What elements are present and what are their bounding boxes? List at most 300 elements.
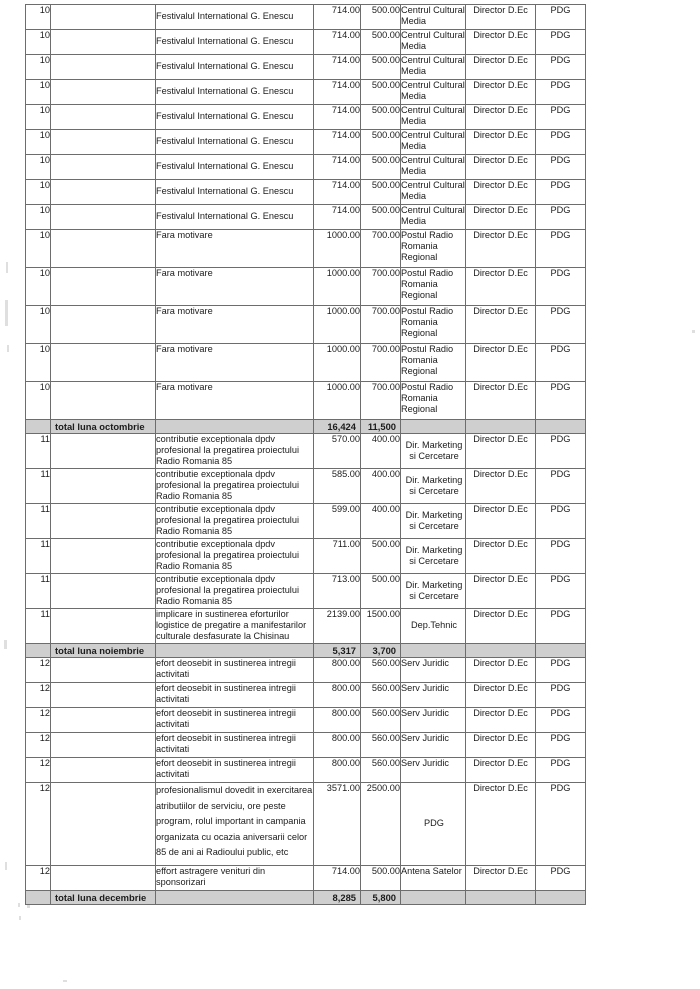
justification-line: Radio Romania 85 [156, 561, 233, 572]
department-line: Dir. Marketing [405, 579, 463, 590]
table-row [26, 609, 586, 644]
department-line: Media [401, 41, 427, 52]
total-dept-cell [401, 420, 466, 434]
justification-line: effort astragere venituri din [156, 866, 266, 876]
row-gross-amount: 570.00 [314, 434, 361, 469]
justification-line: profesional la pregatirea proiectului [156, 585, 300, 596]
row-pdg-approval: PDG [536, 434, 586, 469]
row-gross-amount: 800.00 [314, 758, 361, 783]
justification-line: logistice de pregatire a manifestarilor [156, 620, 307, 631]
row-blank-cell [51, 205, 156, 230]
justification-line: Festivalul International G. Enescu [156, 36, 294, 47]
row-department [401, 683, 466, 708]
row-gross-amount: 714.00 [314, 105, 361, 130]
justification-line: profesional la pregatirea proiectului [156, 445, 300, 456]
row-net-amount: 500.00 [361, 80, 401, 105]
row-blank-cell [51, 609, 156, 644]
row-justification-text [156, 609, 314, 644]
department-line: Media [401, 91, 427, 102]
department-line: Postul Radio [401, 230, 454, 240]
row-gross-amount: 800.00 [314, 733, 361, 758]
row-department [401, 382, 466, 420]
row-department [401, 574, 466, 609]
row-blank-cell [51, 382, 156, 420]
row-net-amount: 560.00 [361, 683, 401, 708]
justification-line: program, rolul important in campania [156, 816, 306, 827]
row-blank-cell [51, 344, 156, 382]
row-pdg-approval: PDG [536, 155, 586, 180]
justification-line: contributie exceptionala dpdv [156, 504, 276, 514]
row-approver: Director D.Ec [466, 130, 536, 155]
table-row [26, 539, 586, 574]
table-row [26, 5, 586, 30]
department-line: Media [401, 216, 427, 227]
justification-line: Festivalul International G. Enescu [156, 86, 294, 97]
justification-line: atributiilor de serviciu, ore peste [156, 800, 286, 811]
row-net-amount: 500.00 [361, 205, 401, 230]
justification-line: activitati [156, 694, 190, 705]
row-department [401, 306, 466, 344]
row-pdg-approval: PDG [536, 658, 586, 683]
row-gross-amount: 1000.00 [314, 306, 361, 344]
table-row [26, 180, 586, 205]
row-net-amount: 500.00 [361, 866, 401, 891]
row-department [401, 230, 466, 268]
justification-line: efort deosebit in sustinerea intregii [156, 708, 296, 718]
row-blank-cell [51, 708, 156, 733]
department-line: Media [401, 166, 427, 177]
row-department [401, 80, 466, 105]
row-month-number: 10 [26, 105, 51, 130]
department-line: Antena Satelor [401, 866, 462, 876]
row-department [401, 155, 466, 180]
row-justification-text [156, 5, 314, 30]
row-approver: Director D.Ec [466, 55, 536, 80]
row-department [401, 30, 466, 55]
table-row [26, 658, 586, 683]
department-line: Centrul Cultural [401, 30, 465, 40]
table-row [26, 382, 586, 420]
total-dept-cell [401, 644, 466, 658]
row-blank-cell [51, 658, 156, 683]
row-net-amount: 560.00 [361, 758, 401, 783]
row-net-amount: 2500.00 [361, 783, 401, 866]
row-approver: Director D.Ec [466, 504, 536, 539]
justification-line: Radio Romania 85 [156, 491, 233, 502]
justification-line: contributie exceptionala dpdv [156, 574, 276, 584]
justification-line: Fara motivare [156, 268, 213, 278]
total-approver-cell [466, 644, 536, 658]
row-justification-text [156, 708, 314, 733]
row-blank-cell [51, 306, 156, 344]
justification-line: Festivalul International G. Enescu [156, 11, 294, 22]
row-net-amount: 400.00 [361, 469, 401, 504]
department-line: Postul Radio [401, 268, 454, 278]
row-department [401, 866, 466, 891]
row-approver: Director D.Ec [466, 539, 536, 574]
row-month-number: 10 [26, 344, 51, 382]
row-approver: Director D.Ec [466, 469, 536, 504]
row-department [401, 55, 466, 80]
table-row [26, 105, 586, 130]
department-line: Postul Radio [401, 344, 454, 354]
row-net-amount: 700.00 [361, 230, 401, 268]
row-approver: Director D.Ec [466, 180, 536, 205]
total-net-amount: 3,700 [361, 644, 401, 658]
row-blank-cell [51, 268, 156, 306]
row-pdg-approval: PDG [536, 30, 586, 55]
row-net-amount: 500.00 [361, 155, 401, 180]
row-gross-amount: 585.00 [314, 469, 361, 504]
row-department [401, 733, 466, 758]
row-month-number: 10 [26, 382, 51, 420]
department-line: Serv Juridic [401, 733, 449, 743]
justification-line: contributie exceptionala dpdv [156, 434, 276, 444]
justification-line: activitati [156, 769, 190, 780]
row-approver: Director D.Ec [466, 733, 536, 758]
row-net-amount: 560.00 [361, 658, 401, 683]
row-justification-text [156, 155, 314, 180]
row-month-number: 11 [26, 539, 51, 574]
department-line: Dir. Marketing [405, 474, 463, 485]
row-net-amount: 500.00 [361, 130, 401, 155]
row-justification-text [156, 30, 314, 55]
row-pdg-approval: PDG [536, 783, 586, 866]
department-line: Centrul Cultural [401, 55, 465, 65]
row-month-number: 10 [26, 180, 51, 205]
row-justification-text [156, 469, 314, 504]
table-row [26, 80, 586, 105]
row-gross-amount: 711.00 [314, 539, 361, 574]
ledger-body [26, 5, 586, 905]
row-pdg-approval: PDG [536, 758, 586, 783]
department-line: Dir. Marketing [405, 509, 463, 520]
department-line: si Cercetare [409, 486, 459, 496]
row-net-amount: 700.00 [361, 344, 401, 382]
row-month-number: 12 [26, 658, 51, 683]
department-line: Romania [401, 355, 438, 366]
row-gross-amount: 714.00 [314, 130, 361, 155]
row-blank-cell [51, 80, 156, 105]
justification-line: contributie exceptionala dpdv [156, 539, 276, 549]
row-pdg-approval: PDG [536, 733, 586, 758]
row-justification-text [156, 105, 314, 130]
row-approver: Director D.Ec [466, 30, 536, 55]
total-gross-amount: 16,424 [314, 420, 361, 434]
justification-line: efort deosebit in sustinerea intregii [156, 758, 296, 768]
row-blank-cell [51, 758, 156, 783]
row-approver: Director D.Ec [466, 344, 536, 382]
row-department [401, 758, 466, 783]
row-approver: Director D.Ec [466, 658, 536, 683]
row-month-number: 10 [26, 230, 51, 268]
table-row [26, 783, 586, 866]
row-month-number: 12 [26, 683, 51, 708]
table-row [26, 683, 586, 708]
row-justification-text [156, 783, 314, 866]
row-month-number: 10 [26, 80, 51, 105]
total-pdg-cell [536, 891, 586, 905]
justification-line: Radio Romania 85 [156, 596, 233, 607]
justification-line: profesional la pregatirea proiectului [156, 550, 300, 561]
justification-line: efort deosebit in sustinerea intregii [156, 733, 296, 743]
table-total-row [26, 420, 586, 434]
total-approver-cell [466, 891, 536, 905]
department-line: si Cercetare [409, 556, 459, 566]
row-month-number: 11 [26, 469, 51, 504]
row-gross-amount: 1000.00 [314, 382, 361, 420]
row-approver: Director D.Ec [466, 155, 536, 180]
justification-line: activitati [156, 744, 190, 755]
total-label: total luna decembrie [51, 891, 156, 905]
justification-line: 85 de ani ai Radioului public, etc [156, 847, 289, 858]
total-desc-cell [156, 644, 314, 658]
row-approver: Director D.Ec [466, 5, 536, 30]
row-gross-amount: 714.00 [314, 180, 361, 205]
scan-artifact [27, 905, 30, 908]
row-month-number: 11 [26, 434, 51, 469]
row-blank-cell [51, 574, 156, 609]
total-desc-cell [156, 420, 314, 434]
scan-artifact [5, 862, 7, 870]
row-blank-cell [51, 55, 156, 80]
total-gross-amount: 8,285 [314, 891, 361, 905]
department-line: Centrul Cultural [401, 205, 465, 215]
row-pdg-approval: PDG [536, 130, 586, 155]
department-line: Regional [401, 404, 438, 415]
row-blank-cell [51, 783, 156, 866]
row-approver: Director D.Ec [466, 574, 536, 609]
department-line: si Cercetare [409, 521, 459, 531]
row-gross-amount: 714.00 [314, 5, 361, 30]
row-blank-cell [51, 469, 156, 504]
row-net-amount: 700.00 [361, 268, 401, 306]
row-month-number: 12 [26, 866, 51, 891]
row-gross-amount: 3571.00 [314, 783, 361, 866]
row-justification-text [156, 434, 314, 469]
ledger-sheet [25, 4, 585, 905]
department-line: Dep.Tehnic [411, 620, 457, 631]
table-total-row [26, 891, 586, 905]
row-blank-cell [51, 539, 156, 574]
row-justification-text [156, 268, 314, 306]
row-month-number: 10 [26, 130, 51, 155]
row-approver: Director D.Ec [466, 609, 536, 644]
row-blank-cell [51, 504, 156, 539]
row-approver: Director D.Ec [466, 205, 536, 230]
row-gross-amount: 714.00 [314, 30, 361, 55]
row-justification-text [156, 55, 314, 80]
department-line: PDG [424, 818, 444, 829]
row-net-amount: 500.00 [361, 30, 401, 55]
row-justification-text [156, 80, 314, 105]
row-gross-amount: 2139.00 [314, 609, 361, 644]
row-department [401, 205, 466, 230]
scan-artifact [63, 980, 67, 982]
row-month-number: 10 [26, 5, 51, 30]
row-month-number: 10 [26, 155, 51, 180]
row-approver: Director D.Ec [466, 866, 536, 891]
total-approver-cell [466, 420, 536, 434]
scan-artifact [4, 640, 7, 649]
table-row [26, 268, 586, 306]
row-gross-amount: 1000.00 [314, 268, 361, 306]
row-blank-cell [51, 130, 156, 155]
row-pdg-approval: PDG [536, 344, 586, 382]
table-row [26, 866, 586, 891]
row-justification-text [156, 758, 314, 783]
row-approver: Director D.Ec [466, 434, 536, 469]
row-approver: Director D.Ec [466, 382, 536, 420]
department-line: Dir. Marketing [405, 439, 463, 450]
row-blank-cell [51, 30, 156, 55]
table-row [26, 469, 586, 504]
row-net-amount: 500.00 [361, 180, 401, 205]
row-justification-text [156, 866, 314, 891]
department-line: Centrul Cultural [401, 5, 465, 15]
row-blank-cell [51, 155, 156, 180]
row-gross-amount: 714.00 [314, 155, 361, 180]
row-pdg-approval: PDG [536, 504, 586, 539]
row-pdg-approval: PDG [536, 230, 586, 268]
row-pdg-approval: PDG [536, 866, 586, 891]
department-line: Serv Juridic [401, 708, 449, 718]
department-line: Romania [401, 317, 438, 328]
row-department [401, 268, 466, 306]
row-department [401, 434, 466, 469]
row-gross-amount: 800.00 [314, 683, 361, 708]
row-net-amount: 560.00 [361, 733, 401, 758]
department-line: Regional [401, 290, 438, 301]
justification-line: Festivalul International G. Enescu [156, 211, 294, 222]
department-line: Regional [401, 328, 438, 339]
row-month-number: 11 [26, 574, 51, 609]
row-department [401, 708, 466, 733]
scan-artifact [6, 262, 8, 273]
justification-line: sponsorizari [156, 877, 206, 888]
row-justification-text [156, 658, 314, 683]
justification-line: implicare in sustinerea eforturilor [156, 609, 289, 619]
scan-artifact [692, 330, 695, 333]
justification-line: activitati [156, 719, 190, 730]
row-pdg-approval: PDG [536, 180, 586, 205]
row-pdg-approval: PDG [536, 55, 586, 80]
row-blank-cell [51, 434, 156, 469]
total-pdg-cell [536, 420, 586, 434]
row-net-amount: 700.00 [361, 382, 401, 420]
row-net-amount: 400.00 [361, 434, 401, 469]
total-pdg-cell [536, 644, 586, 658]
total-month-cell [26, 891, 51, 905]
row-pdg-approval: PDG [536, 5, 586, 30]
row-gross-amount: 713.00 [314, 574, 361, 609]
table-row [26, 30, 586, 55]
row-month-number: 10 [26, 205, 51, 230]
table-row [26, 306, 586, 344]
row-net-amount: 560.00 [361, 708, 401, 733]
department-line: Regional [401, 252, 438, 263]
row-net-amount: 500.00 [361, 105, 401, 130]
row-justification-text [156, 306, 314, 344]
justification-line: profesional la pregatirea proiectului [156, 480, 300, 491]
department-line: Serv Juridic [401, 683, 449, 693]
department-line: Centrul Cultural [401, 155, 465, 165]
justification-line: Festivalul International G. Enescu [156, 111, 294, 122]
table-row [26, 230, 586, 268]
row-approver: Director D.Ec [466, 80, 536, 105]
row-department [401, 105, 466, 130]
justification-line: efort deosebit in sustinerea intregii [156, 683, 296, 693]
row-approver: Director D.Ec [466, 758, 536, 783]
row-month-number: 11 [26, 609, 51, 644]
row-month-number: 12 [26, 708, 51, 733]
row-justification-text [156, 205, 314, 230]
total-gross-amount: 5,317 [314, 644, 361, 658]
table-row [26, 758, 586, 783]
justification-line: Fara motivare [156, 344, 213, 354]
row-pdg-approval: PDG [536, 382, 586, 420]
row-approver: Director D.Ec [466, 306, 536, 344]
row-blank-cell [51, 180, 156, 205]
department-line: Centrul Cultural [401, 105, 465, 115]
department-line: Romania [401, 279, 438, 290]
table-row [26, 130, 586, 155]
row-justification-text [156, 574, 314, 609]
justification-line: Fara motivare [156, 230, 213, 240]
row-month-number: 12 [26, 733, 51, 758]
row-justification-text [156, 382, 314, 420]
department-line: Romania [401, 393, 438, 404]
row-blank-cell [51, 733, 156, 758]
table-row [26, 708, 586, 733]
total-month-cell [26, 644, 51, 658]
justification-line: activitati [156, 669, 190, 680]
department-line: Romania [401, 241, 438, 252]
table-row [26, 574, 586, 609]
justification-line: profesional la pregatirea proiectului [156, 515, 300, 526]
row-justification-text [156, 130, 314, 155]
row-net-amount: 1500.00 [361, 609, 401, 644]
row-pdg-approval: PDG [536, 609, 586, 644]
row-blank-cell [51, 866, 156, 891]
total-month-cell [26, 420, 51, 434]
row-gross-amount: 714.00 [314, 205, 361, 230]
row-department [401, 130, 466, 155]
department-line: Regional [401, 366, 438, 377]
row-blank-cell [51, 105, 156, 130]
table-total-row [26, 644, 586, 658]
department-line: Postul Radio [401, 382, 454, 392]
justification-line: Festivalul International G. Enescu [156, 61, 294, 72]
row-blank-cell [51, 230, 156, 268]
bonus-ledger-table [25, 4, 586, 905]
scan-artifact [18, 903, 20, 907]
department-line: Postul Radio [401, 306, 454, 316]
row-gross-amount: 800.00 [314, 658, 361, 683]
row-gross-amount: 599.00 [314, 504, 361, 539]
table-row [26, 434, 586, 469]
row-justification-text [156, 683, 314, 708]
row-gross-amount: 1000.00 [314, 230, 361, 268]
row-approver: Director D.Ec [466, 105, 536, 130]
row-net-amount: 500.00 [361, 5, 401, 30]
justification-line: Festivalul International G. Enescu [156, 161, 294, 172]
row-pdg-approval: PDG [536, 205, 586, 230]
justification-line: efort deosebit in sustinerea intregii [156, 658, 296, 668]
table-row [26, 733, 586, 758]
total-label: total luna noiembrie [51, 644, 156, 658]
row-department [401, 658, 466, 683]
